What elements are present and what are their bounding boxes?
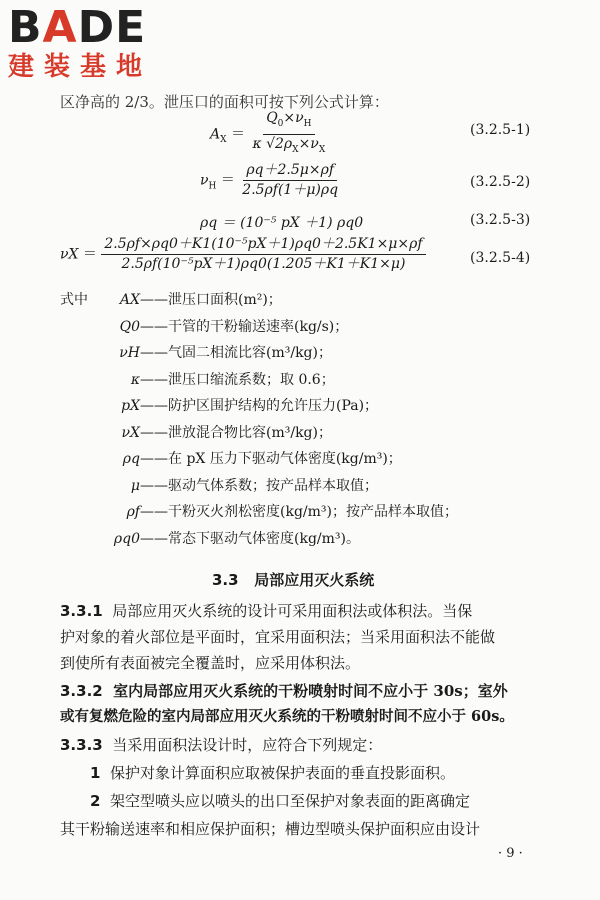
definition-symbol: κ (130, 371, 140, 388)
equation-number-1: (3.2.5-1) (470, 122, 531, 138)
logo (8, 4, 152, 82)
definition-row (110, 370, 335, 390)
definition-symbol: νH (119, 345, 140, 361)
definition-text: ——气固二相流比容(m³/kg)； (140, 345, 332, 361)
equation-3-2-5-3: ρq ＝ (10⁻⁵ pX ＋1) ρq0 (200, 215, 364, 231)
clause-3-3-1-line2: 护对象的着火部位是平面时，宜采用面积法；当采用面积法不能做 (60, 628, 496, 646)
definition-row (110, 317, 348, 337)
definition-symbol: ρf (126, 504, 140, 520)
clause-item-1: 1 保护对象计算面积应取被保护表面的垂直投影面积。 (90, 764, 455, 782)
equation-3-2-5-4: νX ＝ $\frac{\text{2.5ρf×ρq0＋K1(10⁻⁵pX＋1)ρq0＋2.5K1×μ×ρf}}{\text{2.5ρf(10⁻⁵pX＋1)ρq0(1.205＋K1＋K1×μ)}}$ (60, 236, 426, 273)
defs-lead: 式中 (60, 292, 88, 308)
clause-3-3-2-line2: 或有复燃危险的室内局部应用灭火系统的干粉喷射时间不应小于 60s。 (60, 708, 514, 725)
definition-row (110, 476, 378, 496)
definition-text: ——驱动气体系数；按产品样本取值； (140, 477, 378, 494)
definition-symbol: pX (121, 398, 140, 414)
definition-symbol: Q0 (119, 318, 140, 335)
clause-item-2-line2: 其干粉输送速率和相应保护面积；槽边型喷头保护面积应由设计 (60, 820, 481, 838)
definition-text: ——防护区围护结构的允许压力(Pa)； (140, 398, 379, 414)
definition-row (110, 396, 378, 416)
definition-text: ——泄压口面积(m²)； (140, 292, 282, 308)
equation-number-4: (3.2.5-4) (470, 250, 531, 266)
definition-row (110, 449, 402, 469)
definition-symbol: μ (130, 477, 140, 494)
definition-row (110, 290, 282, 310)
logo-accent-letter: A (42, 2, 78, 53)
equation-3-2-5-2: $\nu_H$ ＝ $\frac{\rho q+2.5\mu\times\rho f}{2.5\rho f(1+\mu)\rho q}$ (200, 162, 339, 198)
intro-text: 区净高的 2/3。泄压口的面积可按下列公式计算： (60, 93, 389, 111)
clause-item-2: 2 架空型喷头应以喷头的出口至保护对象表面的距离确定 (90, 792, 470, 810)
section-heading: 3.3 局部应用灭火系统 (212, 571, 375, 589)
definition-text: ——常态下驱动气体密度(kg/m³)。 (140, 530, 360, 547)
definition-symbol: ρq (122, 451, 140, 467)
equation-number-3: (3.2.5-3) (470, 212, 531, 228)
definition-text: ——干管的干粉输送速率(kg/s)； (140, 318, 349, 335)
definition-text: ——泄压口缩流系数；取 0.6； (140, 371, 335, 388)
definition-row (110, 529, 360, 549)
clause-3-3-1: 3.3.1 局部应用灭火系统的设计可采用面积法或体积法。当保 (60, 602, 473, 620)
equation-3-2-5-1: $A_X$ ＝ $\frac{Q_0\times\nu_H}{\kappa √2\rho_X\times\nu_X}$ (210, 110, 326, 155)
definition-symbol: νX (121, 424, 140, 441)
definition-text: ——干粉灭火剂松密度(kg/m³)；按产品样本取值； (140, 504, 458, 520)
definition-row (110, 423, 332, 443)
definition-text: ——在 pX 压力下驱动气体密度(kg/m³)； (140, 451, 402, 467)
clause-3-3-2: 3.3.2 室内局部应用灭火系统的干粉喷射时间不应小于 30s；室外 (60, 682, 508, 700)
logo-chinese: 建装基地 (8, 52, 153, 82)
definition-row (110, 343, 332, 363)
equation-number-2: (3.2.5-2) (470, 174, 531, 190)
definition-row (110, 502, 458, 522)
definition-text: ——泄放混合物比容(m³/kg)； (140, 424, 332, 441)
clause-3-3-1-line3: 到使所有表面被完全覆盖时，应采用体积法。 (60, 654, 361, 672)
definition-symbol: ρq0 (113, 530, 140, 547)
page-number: · 9 · (498, 846, 523, 861)
clause-3-3-3: 3.3.3 当采用面积法设计时，应符合下列规定： (60, 736, 383, 754)
logo-wordmark: BADE (8, 2, 147, 53)
definition-symbol: AX (119, 292, 140, 308)
